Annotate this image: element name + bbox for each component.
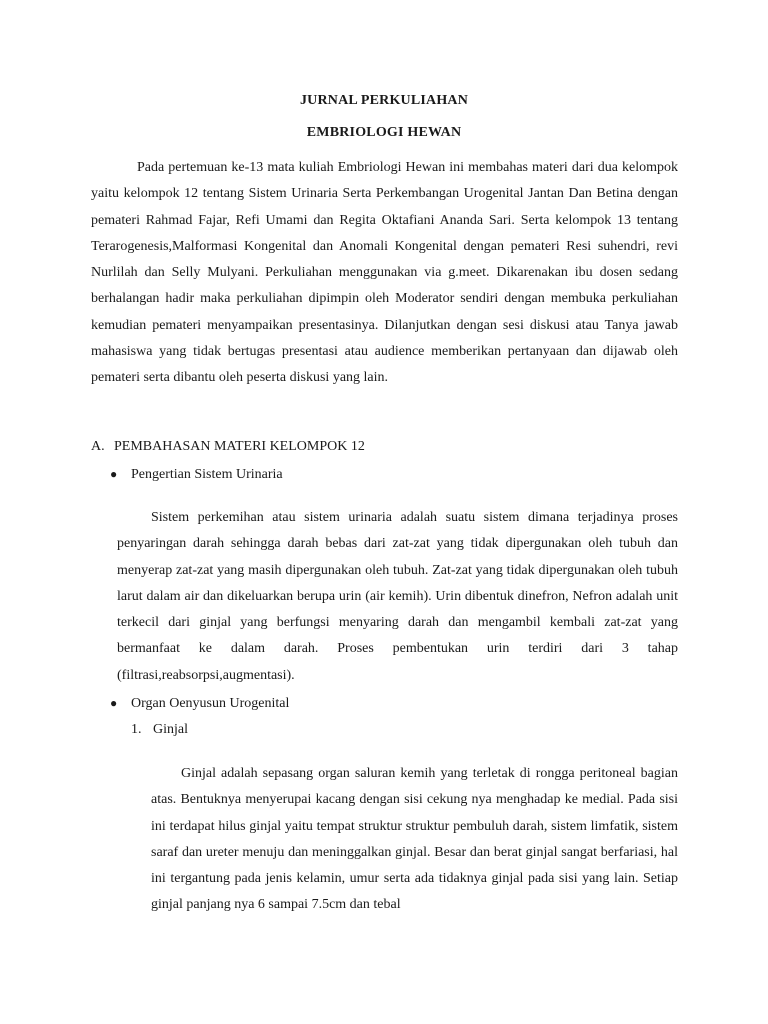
urinaria-paragraph: Sistem perkemihan atau sistem urinaria adalah suatu sistem dimana terjadinya proses penyaringan darah sehingga darah bebas dari zat-zat yang tidak dipergunakan oleh tubuh dan menyerap zat-zat yang masih dipergunakan oleh tubuh. Zat-zat yang tidak dipergunakan oleh tubuh larut dalam air dan dikeluarkan berupa urin (air kemih). Urin dibentuk dinefron, Nefron adalah unit terkecil dari ginjal yang berfungsi menyaring darah dan mengambil kembali zat-zat yang bermanfaat ke dalam darah. Proses pembentukan urin terdiri dari 3 tahap (filtrasi,reabsorpsi,augmentasi).: [117, 510, 678, 683]
urinaria-section: [117, 505, 678, 689]
ginjal-paragraph: Ginjal adalah sepasang organ saluran kemih yang terletak di rongga peritoneal bagian atas. Bentuknya menyerupai kacang dengan sisi cekung nya menghadap ke medial. Pada sisi ini terdapat hilus ginjal yaitu tempat struktur struktur pembuluh darah, sistem limfatik, sistem saraf dan ureter menuju dan meninggalkan ginjal. Besar dan berat ginjal sangat berfariasi, hal ini tergantung pada jenis kelamin, umur serta ada tidaknya ginjal pada sisi yang lain. Setiap ginjal panjang nya 6 sampai 7.5cm dan tebal: [151, 766, 678, 913]
document-subtitle: EMBRIOLOGI HEWAN: [306, 125, 462, 140]
section-heading-text: PEMBAHASAN MATERI KELOMPOK 12: [114, 439, 365, 454]
section-a-heading: [91, 439, 365, 455]
intro-paragraph: Pada pertemuan ke-13 mata kuliah Embriologi Hewan ini membahas materi dari dua kelompok yaitu kelompok 12 tentang Sistem Urinaria Serta Perkembangan Urogenital Jantan Dan Betina dengan pemateri Rahmad Fajar, Refi Umami dan Regita Oktafiani Ananda Sari. Serta kelompok 13 tentang Terarogenesis,Malformasi Kongenital dan Anomali Kongenital dengan pemateri Resi suhendri, revi Nurlilah dan Selly Mulyani. Perkuliahan menggunakan via g.meet. Dikarenakan ibu dosen sedang berhalangan hadir maka perkuliahan dipimpin oleh Moderator sendiri dengan membuka perkuliahan kemudian pemateri menyampaikan presentasinya. Dilanjutkan dengan sesi diskusi atau Tanya jawab mahasiswa yang tidak bertugas presentasi atau audience memberikan pertanyaan dan dijawab oleh pemateri serta dibantu oleh peserta diskusi yang lain.: [91, 160, 678, 386]
intro-section: [91, 155, 678, 392]
ginjal-section: [151, 761, 678, 919]
bullet-label: Organ Oenyusun Urogenital: [131, 696, 290, 711]
document-title: JURNAL PERKULIAHAN: [299, 93, 469, 108]
bullet-label: Pengertian Sistem Urinaria: [131, 467, 283, 482]
item-label: Ginjal: [153, 722, 188, 737]
section-letter: A.: [91, 439, 105, 454]
bullet-icon: ●: [110, 696, 118, 710]
item-number: 1.: [131, 722, 142, 737]
bullet-icon: ●: [110, 467, 118, 481]
bullet-item-pengertian: [110, 467, 283, 483]
bullet-item-organ: [110, 696, 289, 712]
numbered-item-ginjal: [131, 722, 188, 738]
